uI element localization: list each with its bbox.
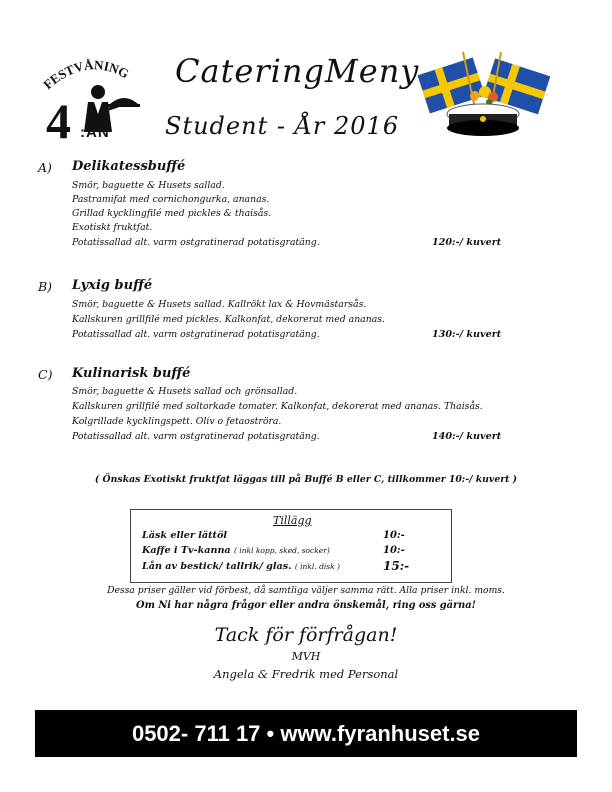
extra-item xyxy=(142,561,340,572)
section-b-line: Potatissallad alt. varm ostgratinerad potatisgratäng. xyxy=(72,329,320,340)
extra-item-label: Kaffe i Tv-kanna xyxy=(142,545,231,556)
extra-item-detail: ( inkl. disk ) xyxy=(294,562,340,571)
swedish-flags-student-cap-icon xyxy=(415,48,550,148)
section-a-title: Delikatessbuffé xyxy=(72,159,186,174)
price-info: Dessa priser gäller vid förbest, då samtliga väljer samma rätt. Alla priser inkl. moms. xyxy=(107,585,505,596)
extras-title: Tillägg xyxy=(273,514,312,527)
signature: Angela & Fredrik med Personal xyxy=(213,667,399,681)
extra-item-label: Lån av bestick/ tallrik/ glas. xyxy=(142,561,292,572)
section-a-line: Potatissallad alt. varm ostgratinerad potatisgratäng. xyxy=(72,237,320,248)
footer-contact: 0502- 711 17 • www.fyranhuset.se xyxy=(131,721,481,746)
section-a-letter: A) xyxy=(38,160,52,175)
section-b-letter: B) xyxy=(38,279,53,294)
section-c-line: Kolgrillade kycklingspett. Oliv o fetaoströra. xyxy=(72,416,282,427)
extra-item xyxy=(142,545,330,556)
section-c-line: Kallskuren grillfilé med soltorkade tomater. Kalkonfat, dekorerat med ananas. Thaisås. xyxy=(72,401,483,412)
section-a-line: Smör, baguette & Husets sallad. xyxy=(72,180,225,191)
section-a-line: Exotiskt fruktfat. xyxy=(72,222,153,233)
section-c-title: Kulinarisk buffé xyxy=(72,366,191,381)
section-b-title: Lyxig buffé xyxy=(72,278,153,293)
section-c-line: Smör, baguette & Husets sallad och grönsallad. xyxy=(72,386,298,397)
section-a-line: Grillad kycklingfilé med pickles & thaisås. xyxy=(72,208,272,219)
extra-item xyxy=(142,530,227,541)
logo-arc-text: FESTVÅNING xyxy=(40,57,132,93)
extra-item-price: 15:- xyxy=(383,559,410,573)
thanks-message: Tack för förfrågan! xyxy=(214,624,398,646)
section-b-line: Kallskuren grillfilé med pickles. Kalkonfat, dekorerat med ananas. xyxy=(72,314,385,325)
section-b-line: Smör, baguette & Husets sallad. Kallrökt lax & Hovmästarsås. xyxy=(72,299,367,310)
section-a-line: Pastramifat med cornichongurka, ananas. xyxy=(72,194,270,205)
fruit-tray-note: ( Önskas Exotiskt fruktfat läggas till på Buffé B eller C, tillkommer 10:-/ kuvert ) xyxy=(94,474,518,485)
section-b-price: 130:-/ kuvert xyxy=(432,329,502,340)
page-subtitle: Student - År 2016 xyxy=(165,112,400,140)
regards: MVH xyxy=(291,650,321,663)
page-title: CateringMeny xyxy=(175,52,420,90)
contact-invite: Om Ni har några frågor eller andra önskemål, ring oss gärna! xyxy=(136,600,476,611)
extra-item-price: 10:- xyxy=(383,545,405,556)
extra-item-label: Läsk eller lättöl xyxy=(142,530,228,541)
section-a-price: 120:-/ kuvert xyxy=(432,237,502,248)
section-c-line: Potatissallad alt. varm ostgratinerad potatisgratäng. xyxy=(72,431,320,442)
section-c-price: 140:-/ kuvert xyxy=(432,431,502,442)
section-c-letter: C) xyxy=(38,367,53,382)
extra-item-price: 10:- xyxy=(383,530,405,541)
logo-number: 4 xyxy=(46,93,71,149)
logo-suffix: :AN xyxy=(80,124,110,141)
extra-item-detail: ( inkl kopp, sked, socker) xyxy=(234,546,330,555)
